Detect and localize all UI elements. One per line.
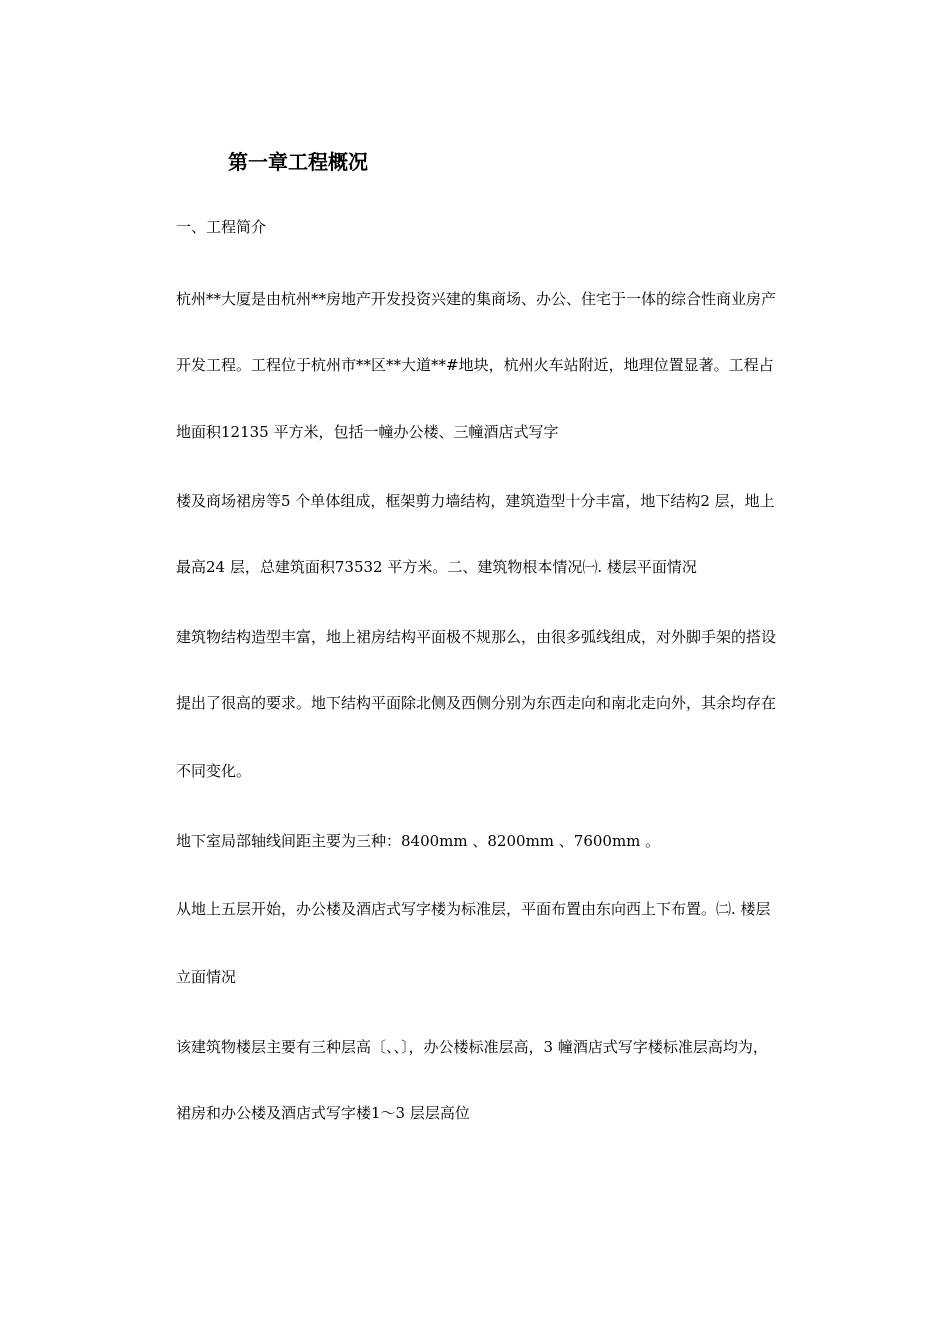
paragraph-line: 最高24 层，总建筑面积73532 平方米。二、建筑物根本情况㈠. 楼层平面情况 — [176, 558, 697, 576]
paragraph-line: 杭州**大厦是由杭州**房地产开发投资兴建的集商场、办公、住宅于一体的综合性商业房产 — [176, 290, 777, 308]
paragraph-line: 不同变化。 — [176, 762, 252, 780]
paragraph-line: 从地上五层开始，办公楼及酒店式写字楼为标准层，平面布置由东向西上下布置。㈡. 楼层 — [176, 900, 771, 918]
paragraph-line: 建筑物结构造型丰富，地上裙房结构平面极不规那么，由很多弧线组成，对外脚手架的搭设 — [176, 628, 777, 646]
paragraph-line: 裙房和办公楼及酒店式写字楼1～3 层层高位 — [176, 1104, 470, 1122]
paragraph-line: 地面积12135 平方米，包括一幢办公楼、三幢酒店式写字 — [176, 423, 559, 441]
paragraph-line: 提出了很高的要求。地下结构平面除北侧及西侧分别为东西走向和南北走向外，其余均存在 — [176, 694, 777, 712]
section-heading: 一、工程简介 — [176, 218, 267, 236]
paragraph-line: 该建筑物楼层主要有三种层高〔、、〕，办公楼标准层高，3 幢酒店式写字楼标准层高均为， — [176, 1038, 768, 1056]
chapter-title: 第一章工程概况 — [228, 150, 368, 174]
paragraph-line: 地下室局部轴线间距主要为三种：8400mm 、8200mm 、7600mm 。 — [176, 832, 661, 850]
paragraph-line: 立面情况 — [176, 968, 237, 986]
paragraph-line: 楼及商场裙房等5 个单体组成，框架剪力墙结构，建筑造型十分丰富，地下结构2 层，地上 — [176, 492, 775, 510]
paragraph-line: 开发工程。工程位于杭州市**区**大道**#地块，杭州火车站附近，地理位置显著。工程占 — [176, 356, 774, 374]
